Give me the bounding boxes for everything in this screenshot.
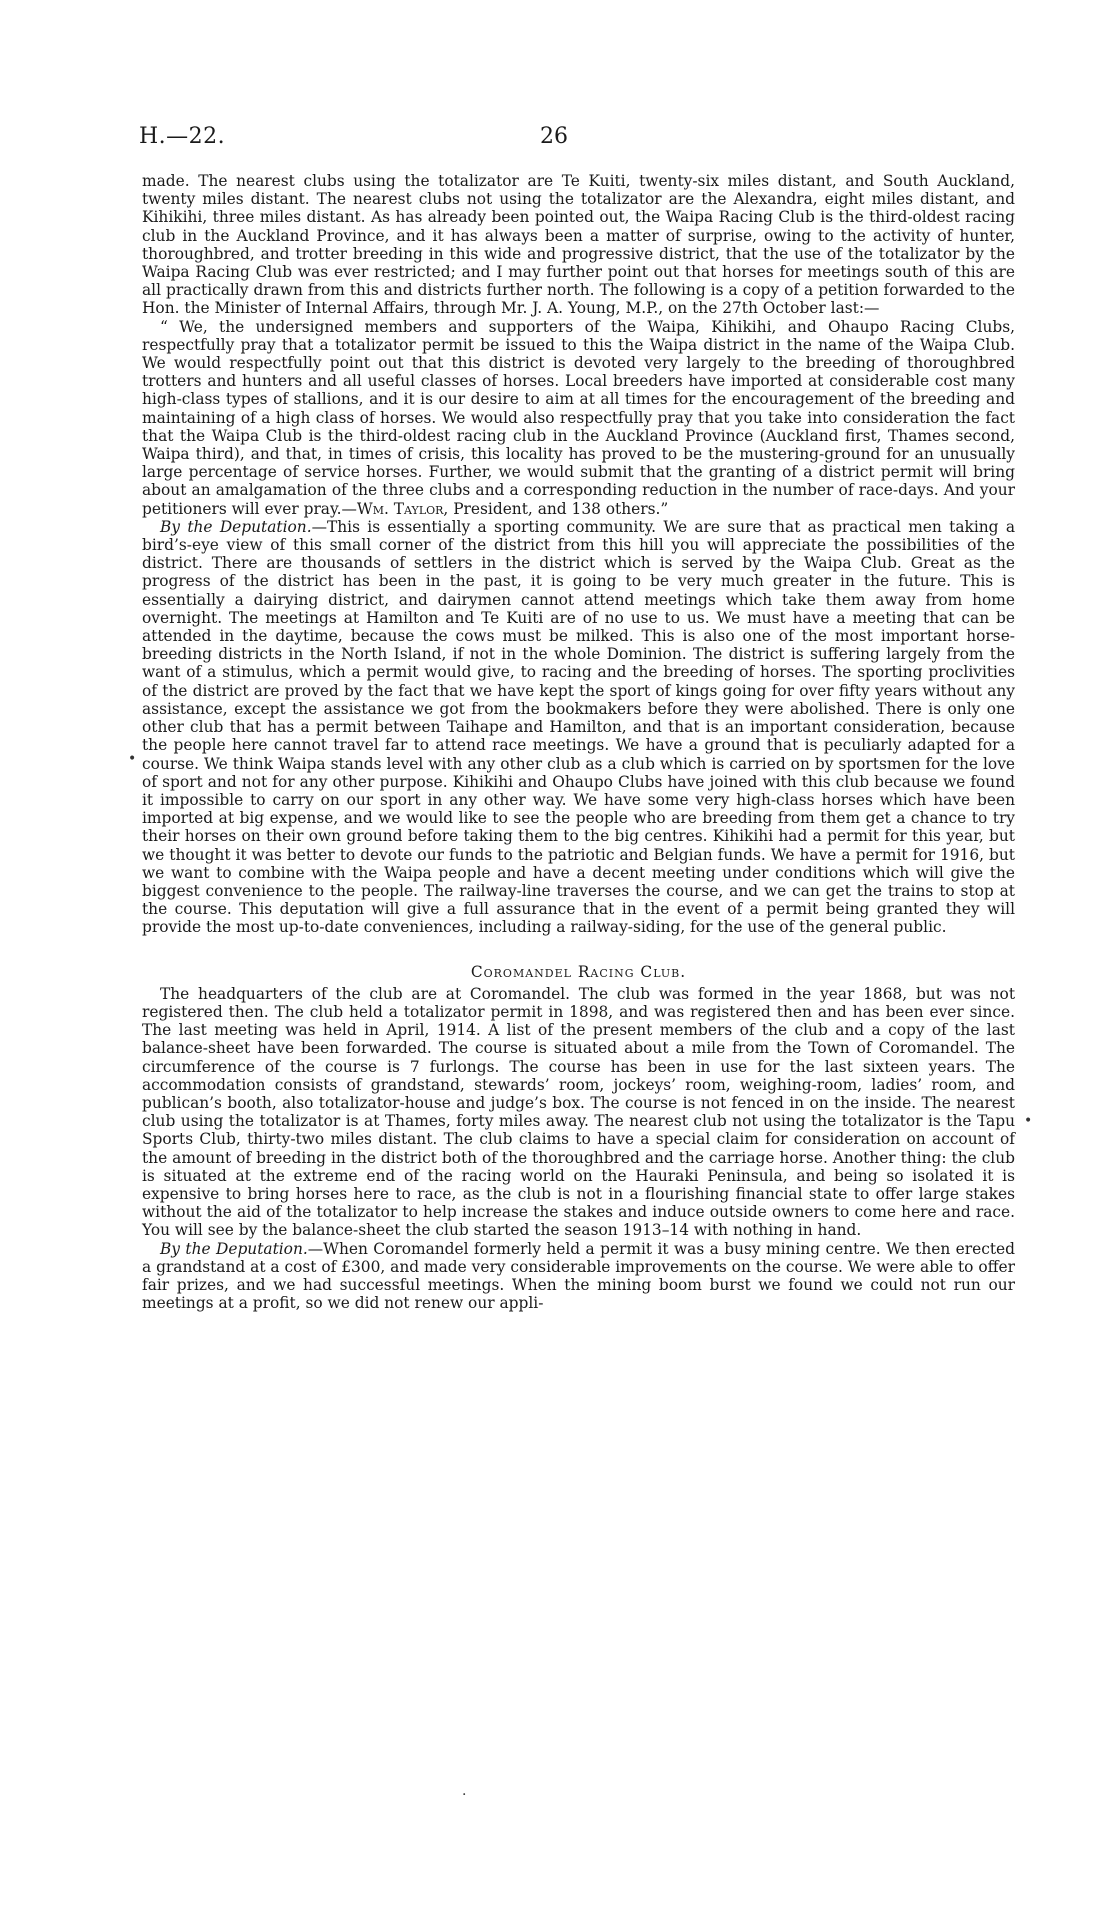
paragraph-waipa-deputation <box>142 518 1015 937</box>
deputation-text: —When Coromandel formerly held a permit it was a busy mining centre. We then erected a grandstand at a cost of £300, and made very considerable improvements on the course. We were able to offer fair prizes, and we had successful meetings. When the mining boom burst we found we could not run our meetings at a profit, so we did not renew our appli- <box>142 1239 1015 1313</box>
petition-text: “ We, the undersigned members and supporters of the Waipa, Kihikihi, and Ohaupo Racing Clubs, respectfully pray that a totalizator permit be issued to this the Waipa district in the name of the Waipa Club. We would respectfully point out that this district is devoted very largely to the breeding of thoroughbred trotters and hunters and all useful classes of horses. Local breeders have imported at considerable cost many high-class types of stallions, and it is our desire to aim at all times for the encouragement of the breeding and maintaining of a high class of horses. We would also respectfully pray that you take into consideration the fact that the Waipa Club is the third-oldest racing club in the Auckland Province (Auckland first, Thames second, Waipa third), and that, in times of crisis, this locality has proved to be the mustering-ground for an unusually large percentage of service horses. Further, we would submit that the granting of a district permit will bring about an amalgamation of the three clubs and a corresponding reduction in the number of race-days. And your petitioners will ever pray.— <box>142 317 1015 518</box>
paragraph-coromandel-deputation <box>142 1240 1015 1313</box>
deputation-lead: By the Deputation. <box>160 517 312 536</box>
margin-dot: • <box>128 751 137 767</box>
paragraph-waipa-clubs: made. The nearest clubs using the totalizator are Te Kuiti, twenty-six miles distant, and South Auckland, twenty miles distant. The nearest clubs not using the totalizator are the Alexandra, eight miles distant, and Kihikihi, three miles distant. As has already been pointed out, the Waipa Racing Club is the third-oldest racing club in the Auckland Province, and it has always been a matter of surprise, owing to the activity of hunter, thoroughbred, and trotter breeding in this wide and progressive district, that the use of the totalizator by the Waipa Racing Club was ever restricted; and I may further point out that horses for meetings south of this are all practically drawn from this and districts further north. The following is a copy of a petition forwarded to the Hon. the Minister of Internal Affairs, through Mr. J. A. Young, M.P., on the 27th October last:— <box>142 172 1015 318</box>
document-reference: H.—22. <box>139 124 226 149</box>
page-number: 26 <box>540 124 568 149</box>
section-heading-coromandel: Coromandel Racing Club. <box>470 962 687 981</box>
deputation-lead: By the Deputation. <box>160 1239 308 1258</box>
petition-signatory: Wm. Taylor <box>356 499 444 518</box>
paragraph-coromandel: The headquarters of the club are at Coromandel. The club was formed in the year 1868, but was not registered then. The club held a totalizator permit in 1898, and was registered then and has been ever since. The last meeting was held in April, 1914. A list of the present members of the club and a copy of the last balance-sheet have been forwarded. The course is situated about a mile from the Town of Coromandel. The circumference of the course is 7 furlongs. The course has been in use for the last sixteen years. The accommodation consists of grandstand, stewards’ room, jockeys’ room, weighing-room, ladies’ room, and publican’s booth, also totalizator-house and judge’s box. The course is not fenced in on the inside. The nearest club using the totalizator is at Thames, forty miles away. The nearest club not using the totalizator is the Tapu Sports Club, thirty-two miles distant. The club claims to have a special claim for consideration on account of the amount of breeding in the district both of the thoroughbred and the carriage horse. Another thing: the club is situated at the extreme end of the racing world on the Hauraki Peninsula, and being so isolated it is expensive to bring horses here to race, as the club is not in a flourishing financial state to offer large stakes without the aid of the totalizator to help increase the stakes and induce outside owners to come here and race. You will see by the balance-sheet the club started the season 1913–14 with nothing in hand. <box>142 984 1015 1240</box>
deputation-text: —This is essentially a sporting community. We are sure that as practical men taking a bird’s-eye view of this small corner of the district from this hill you will appreciate the possibilities of the district. There are thousands of settlers in the district which is served by the Waipa Club. Great as the progress of the district has been in the past, it is going to be very much greater in the future. This is essentially a dairying district, and dairymen cannot attend meetings which take them away from home overnight. The meetings at Hamilton and Te Kuiti are of no use to us. We must have a meeting that can be attended in the daytime, because the cows must be milked. This is also one of the most important horse-breeding districts in the North Island, if not in the whole Dominion. The district is suffering largely from the want of a stimulus, which a permit would give, to racing and the breeding of horses. The sporting proclivities of the district are proved by the fact that we have kept the sport of kings going for over fifty years without any assistance, except the assistance we got from the bookmakers before they were abolished. There is only one other club that has a permit between Taihape and Hamilton, and that is an important consideration, because the people here cannot travel far to attend race meetings. We have a ground that is peculiarly adapted for a course. We think Waipa stands level with any other club as a club which is carried on by sportsmen for the love of sport and not for any other purpose. Kihikihi and Ohaupo Clubs have joined with this club because we found it impossible to carry on our sport in any other way. We have some very high-class horses which have been imported at big expense, and we would like to see the people who are breeding from them get a chance to try their horses on their own ground before taking them to the big centres. Kihikihi had a permit for this year, but we thought it was better to devote our funds to the patriotic and Belgian funds. We have a permit for 1916, but we want to combine with the Waipa people and have a decent meeting under conditions which will give the biggest convenience to the people. The railway-line traverses the course, and we can get the trains to stop at the course. This deputation will give a full assurance that in the event of a permit being granted they will provide the most up-to-date conveniences, including a railway-siding, for the use of the general public. <box>142 517 1016 937</box>
petition-end: , President, and 138 others.” <box>443 499 669 518</box>
margin-dot: · <box>462 1787 467 1803</box>
margin-dot: • <box>1024 1113 1033 1129</box>
paragraph-petition <box>142 318 1015 518</box>
document-body <box>142 172 1015 1312</box>
